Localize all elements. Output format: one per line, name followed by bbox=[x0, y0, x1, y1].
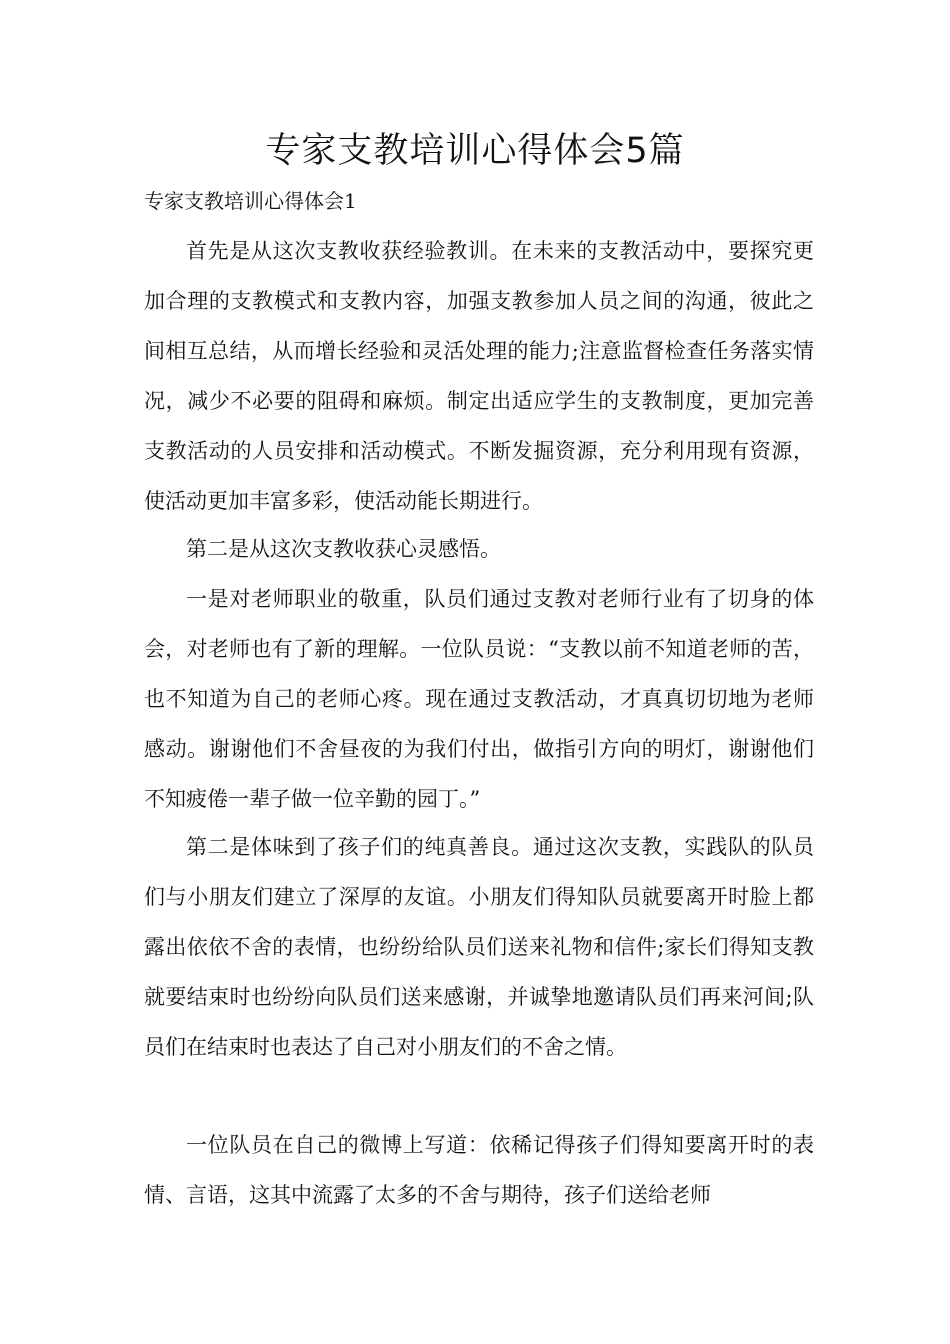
section-heading: 专家支教培训心得体会1 bbox=[144, 189, 357, 213]
document-title: 专家支教培训心得体会5篇 bbox=[265, 131, 685, 171]
paragraph-4: 第二是体味到了孩子们的纯真善良。通过这次支教，实践队的队员们与小朋友们建立了深厚的友谊。小朋友们得知队员就要离开时脸上都露出依依不舍的表情，也纷纷给队员们送来礼物和信件;家长们得知支教就要结束时也纷纷向队员们送来感谢，并诚挚地邀请队员们再来河间;队员们在结束时也表达了自己对小朋友们的不舍之情。 bbox=[144, 835, 814, 1059]
paragraph-1: 首先是从这次支教收获经验教训。在未来的支教活动中，要探究更加合理的支教模式和支教内容，加强支教参加人员之间的沟通，彼此之间相互总结，从而增长经验和灵活处理的能力;注意监督检查任务落实情况，减少不必要的阻碍和麻烦。制定出适应学生的支教制度，更加完善支教活动的人员安排和活动模式。不断发掘资源，充分利用现有资源，使活动更加丰富多彩，使活动能长期进行。 bbox=[144, 239, 814, 513]
paragraph-5: 一位队员在自己的微博上写道：依稀记得孩子们得知要离开时的表情、言语，这其中流露了太多的不舍与期待，孩子们送给老师 bbox=[144, 1133, 814, 1207]
paragraph-2: 第二是从这次支教收获心灵感悟。 bbox=[186, 537, 501, 561]
paragraph-3: 一是对老师职业的敬重，队员们通过支教对老师行业有了切身的体会，对老师也有了新的理解。一位队员说：“支教以前不知道老师的苦，也不知道为自己的老师心疼。现在通过支教活动，才真真切切地为老师感动。谢谢他们不舍昼夜的为我们付出，做指引方向的明灯，谢谢他们不知疲倦一辈子做一位辛勤的园丁。” bbox=[144, 587, 814, 811]
